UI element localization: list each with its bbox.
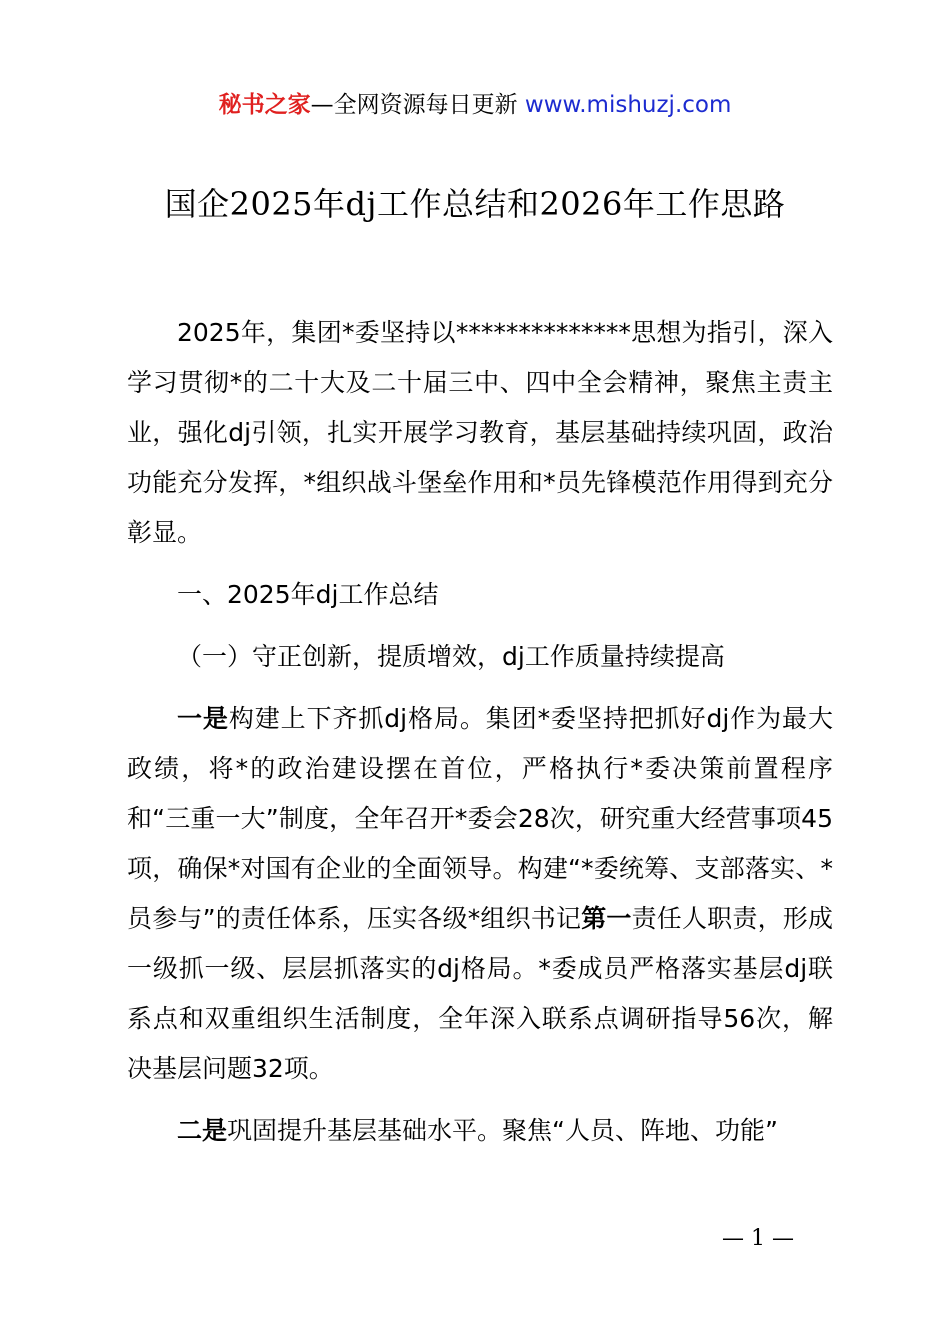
point-one-lead: 一是: [177, 704, 229, 733]
subsection-heading: （一）守正创新，提质增效，dj工作质量持续提高: [177, 642, 725, 671]
point-one-text-a: 构建上下齐抓dj格局。集团*委坚持把抓好dj作为最大政绩，将*的政治建设摆在首位，严格执行*委决策前置程序和“三重一大”制度，全年召开*委会28次，研究重大经营事项45项，确保*对国有企业的全面领导。构建“*委统筹、支部落实、*员参与”的责任体系，压实各级*组织书记: [127, 704, 833, 933]
page-number: — 1 —: [722, 1226, 794, 1251]
site-tagline: —全网资源每日更新: [310, 92, 525, 118]
intro-paragraph: 2025年，集团*委坚持以**************思想为指引，深入学习贯彻*的二十大及二十届三中、四中全会精神，聚焦主责主业，强化dj引领，扎实开展学习教育，基层基础持续巩固，政治功能充分发挥，*组织战斗堡垒作用和*员先锋模范作用得到充分彰显。: [127, 318, 833, 547]
point-one-text-b: 责任人职责，形成一级抓一级、层层抓落实的dj格局。*委成员严格落实基层dj联系点和双重组织生活制度，全年深入联系点调研指导56次，解决基层问题32项。: [127, 904, 833, 1083]
section-heading: 一、2025年dj工作总结: [177, 580, 439, 609]
site-url-link[interactable]: www.mishuzj.com: [524, 92, 732, 118]
document-body: [127, 308, 833, 1156]
point-two-lead: 二是: [177, 1116, 228, 1145]
point-one-emphasis: 第一: [581, 904, 632, 933]
site-brand: 秘书之家: [218, 92, 311, 118]
document-title: 国企2025年dj工作总结和2026年工作思路: [164, 185, 786, 223]
point-two-paragraph: [127, 1106, 833, 1156]
point-two-text: 巩固提升基层基础水平。聚焦“人员、阵地、功能”: [227, 1116, 778, 1145]
point-one-paragraph: [127, 694, 833, 1094]
site-header: [0, 88, 950, 122]
